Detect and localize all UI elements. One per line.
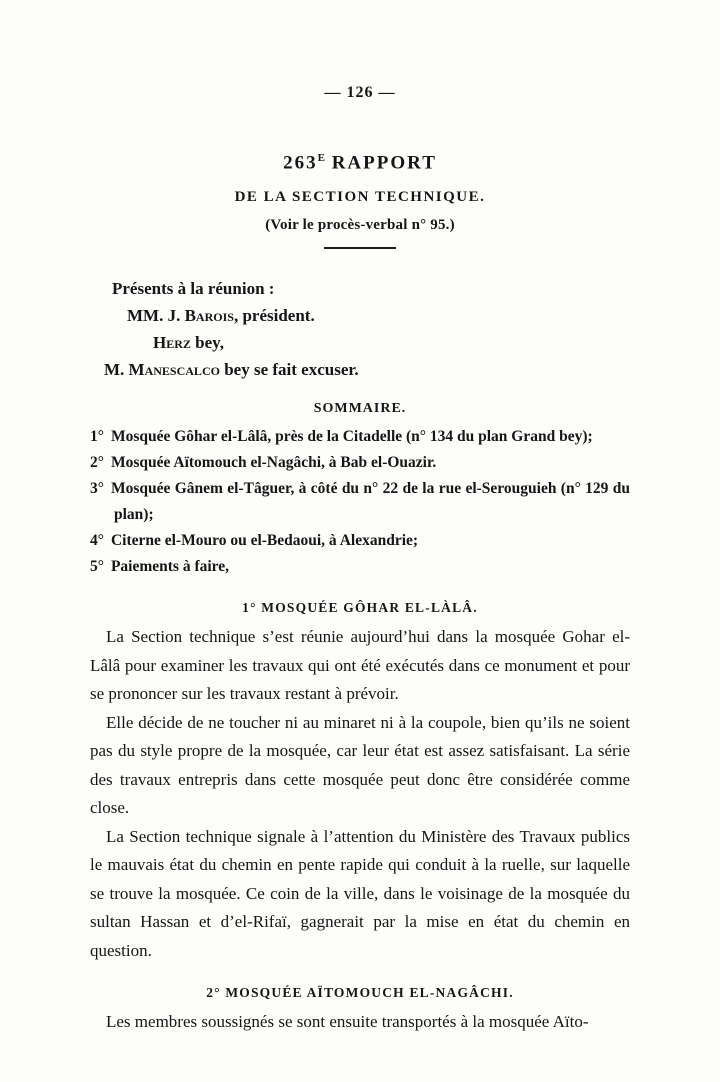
section-mosquee-gohar [90,600,630,965]
sommaire-heading: SOMMAIRE. [313,401,407,417]
report-subtitle: DE LA SECTION TECHNIQUE. [234,189,486,206]
paragraph: La Section technique s’est réunie aujourd’hui dans la mosquée Gohar el-Lâlâ pour examiner les travaux qui ont été exécutés dans ce monument et pour se prononcer sur les travaux restant à prévoir. [90,627,630,704]
report-title [90,152,630,174]
attendee-prefix: M. [104,360,129,380]
sommaire-item-text: Paiements à faire, [110,558,230,576]
sommaire-item [90,450,630,476]
report-note: (Voir le procès-verbal n° 95.) [265,217,455,234]
paragraph: Les membres soussignés se sont ensuite transportés à la mosquée Aïto- [106,1012,589,1032]
attendee-name: Manescalco [128,360,220,380]
sommaire-item-text: Mosquée Aïtomouch el-Nagâchi, à Bab el-Ouazir. [110,454,437,472]
sommaire-item [90,424,630,450]
attendee-prefix: MM. J. [127,306,185,326]
section-heading: 2° MOSQUÉE AÏTOMOUCH EL-NAGÂCHI. [206,985,514,1001]
attendee-suffix: bey se fait excuser. [219,360,359,380]
sommaire-item-number: 5° [90,558,104,576]
attendee-suffix: bey, [190,333,224,353]
attendee-line-barois [127,302,630,329]
sommaire-item-number: 2° [90,454,104,472]
sommaire-item-number: 1° [90,428,104,446]
sommaire-item [90,528,630,554]
attendee-line-herz [153,329,630,356]
attendee-name: Herz [153,333,191,353]
section-heading: 1° MOSQUÉE GÔHAR EL-LÀLÂ. [242,600,478,616]
header-divider [324,247,396,249]
attendees-intro: Présents à la réunion : [112,279,275,299]
paragraph: La Section technique signale à l’attention du Ministère des Travaux publics le mauvais état du chemin en pente rapide qui conduit à la ruelle, sur laquelle se trouve la mosquée. Ce coin de la ville, dans le voisinage de la mosquée du sultan Hassan et d’el-Rifaï, gagnerait par la mise en état du chemin en question. [90,826,630,960]
report-title-superscript: E [317,152,325,164]
attendee-name: Barois [184,306,234,326]
sommaire-item-text: Mosquée Gôhar el-Lâlâ, près de la Citadelle (n° 134 du plan Grand bey); [110,428,593,446]
sommaire-item-text: Citerne el-Mouro ou el-Bedaoui, à Alexandrie; [110,532,419,550]
attendees-block [90,275,630,383]
sommaire-item-number: 3° [90,480,104,498]
page-number: — 126 — [324,84,396,101]
sommaire-item [90,554,630,580]
attendee-suffix: , président. [233,306,315,326]
paragraph: Elle décide de ne toucher ni au minaret ni à la coupole, bien qu’ils ne soient pas du style propre de la mosquée, car leur état est assez satisfaisant. La série des travaux entrepris dans cette mosquée peut donc être considérée comme close. [90,712,630,818]
sommaire-item-number: 4° [90,532,104,550]
sommaire-list [90,424,630,580]
sommaire-item [90,476,630,528]
report-header [90,152,630,249]
report-title-number: 263 [283,152,318,174]
sommaire-item-text: Mosquée Gânem el-Tâguer, à côté du n° 22 de la rue el-Serouguieh (n° 129 du plan); [110,480,630,524]
attendee-line-manescalco [104,356,630,383]
section-mosquee-aitomouch [90,985,630,1037]
report-title-word: RAPPORT [324,152,437,174]
